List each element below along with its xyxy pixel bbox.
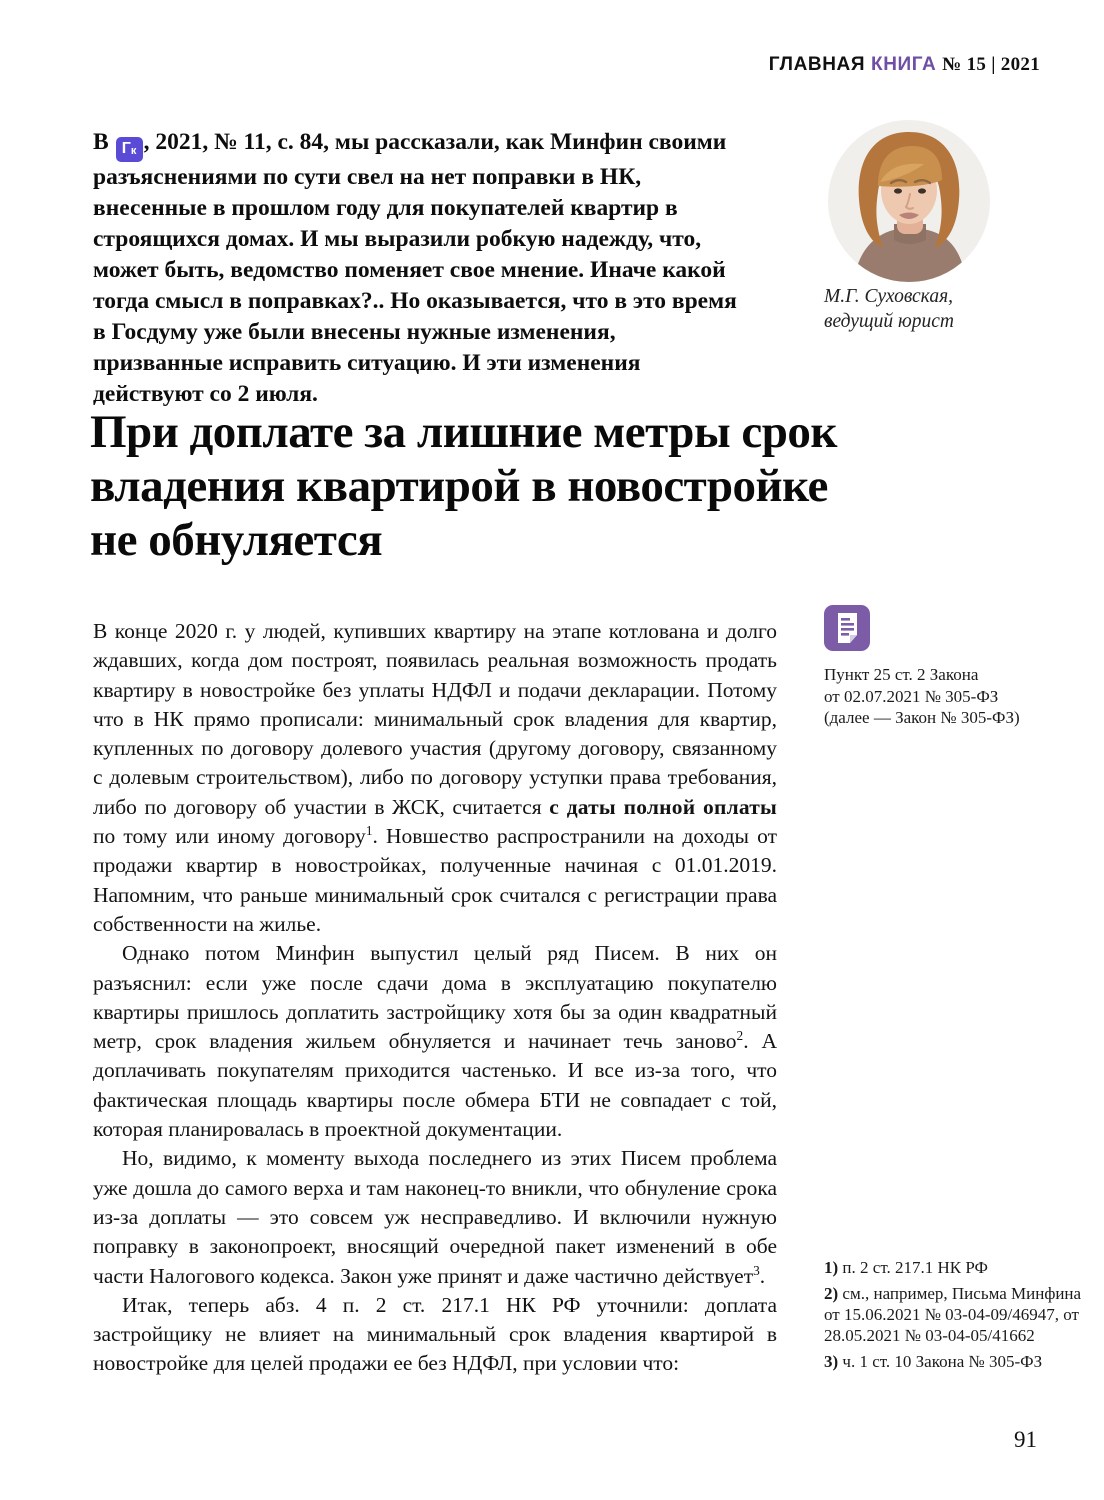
law-reference-line: (далее — Закон № 305-ФЗ): [824, 708, 1020, 727]
footnote: 2) см., например, Письма Минфина от 15.06.2021 № 03-04-09/46947, от 28.05.2021 № 03-04-05/41662: [824, 1284, 1082, 1345]
law-reference-text: [824, 664, 1060, 729]
page-number: 91: [1014, 1427, 1037, 1452]
law-reference-line: Пункт 25 ст. 2 Закона: [824, 665, 979, 684]
article-headline: При доплате за лишние метры срок владения квартирой в новостройке не обнуляется: [90, 406, 837, 566]
footnote: 1) п. 2 ст. 217.1 НК РФ: [824, 1258, 988, 1277]
paragraph: Но, видимо, к моменту выхода последнего из этих Писем проблема уже дошла до самого верха и там наконец-то вникли, что обнуление срока из-за доплаты — это совсем уж несправедливо. И включили нужную поправку в законопроект, вносящий очередной пакет изменений в обе части Налогового кодекса. Закон уже принят и даже частично действует$^3$.: [93, 1146, 777, 1288]
brand-name-purple: КНИГА: [871, 54, 937, 75]
law-reference-line: от 02.07.2021 № 305-ФЗ: [824, 686, 999, 706]
author-role: ведущий юрист: [824, 311, 954, 332]
issue-number: № 15 | 2021: [942, 54, 1040, 75]
author-caption: [824, 284, 954, 334]
gk-logo-badge: Г к: [116, 137, 143, 162]
brand-name-black: ГЛАВНАЯ: [768, 54, 866, 75]
law-reference-note: [824, 605, 1060, 729]
footnotes: [824, 1257, 1086, 1377]
author-name: М.Г. Суховская,: [824, 286, 954, 307]
author-photo: [828, 120, 990, 282]
paragraph: В конце 2020 г. у людей, купивших квартиру на этапе котлована и долго ждавших, когда дом построят, появилась реальная возможность продать квартиру в новостройке без уплаты НДФЛ и подачи декларации. Потому что в НК прямо прописали: минимальный срок владения для квартир, купленных по договору долевого участия (другому договору, связанному с долевым строительством), либо по договору уступки права требования, либо по договору об участии в ЖСК, считается с даты полной оплаты по тому или иному договору$^1$. Новшество распространили на доходы от продажи квартир в новостройках, полученные начиная с 01.01.2019. Напомним, что раньше минимальный срок считался с регистрации права собственности на жилье.: [93, 619, 777, 936]
lead-paragraph: В Г к , 2021, № 11, с. 84, мы рассказали, как Минфин своими разъяснениями по сути свел на нет поправки в НК, внесенные в прошлом году для покупателей квартир в строящихся домах. И мы выразили робкую надежду, что, может быть, ведомство поменяет свое мнение. Иначе какой тогда смысл в поправках?.. Но оказывается, что в это время в Госдуму уже были внесены нужные изменения, призванные исправить ситуацию. И эти изменения действуют со 2 июля.: [93, 129, 737, 407]
footnote: 3) ч. 1 ст. 10 Закона № 305-ФЗ: [824, 1352, 1043, 1371]
article-body: [93, 617, 777, 1379]
paragraph: Однако потом Минфин выпустил целый ряд Писем. В них он разъяснил: если уже после сдачи дома в эксплуатацию покупателю квартиры пришлось доплатить застройщику хотя бы за один квадратный метр, срок владения жильем обнуляется и начинает течь заново$^2$. А доплачивать покупателям приходится частенько. И все из-за того, что фактическая площадь квартиры после обмера БТИ не совпадает с той, которая планировалась в проектной документации.: [93, 941, 777, 1142]
paragraph: Итак, теперь абз. 4 п. 2 ст. 217.1 НК РФ уточнили: доплата застройщику не влияет на минимальный срок владения квартирой в новостройке для целей продажи ее без НДФЛ, при условии что:: [93, 1292, 777, 1376]
document-icon: [824, 605, 870, 651]
running-head: [769, 54, 1040, 76]
